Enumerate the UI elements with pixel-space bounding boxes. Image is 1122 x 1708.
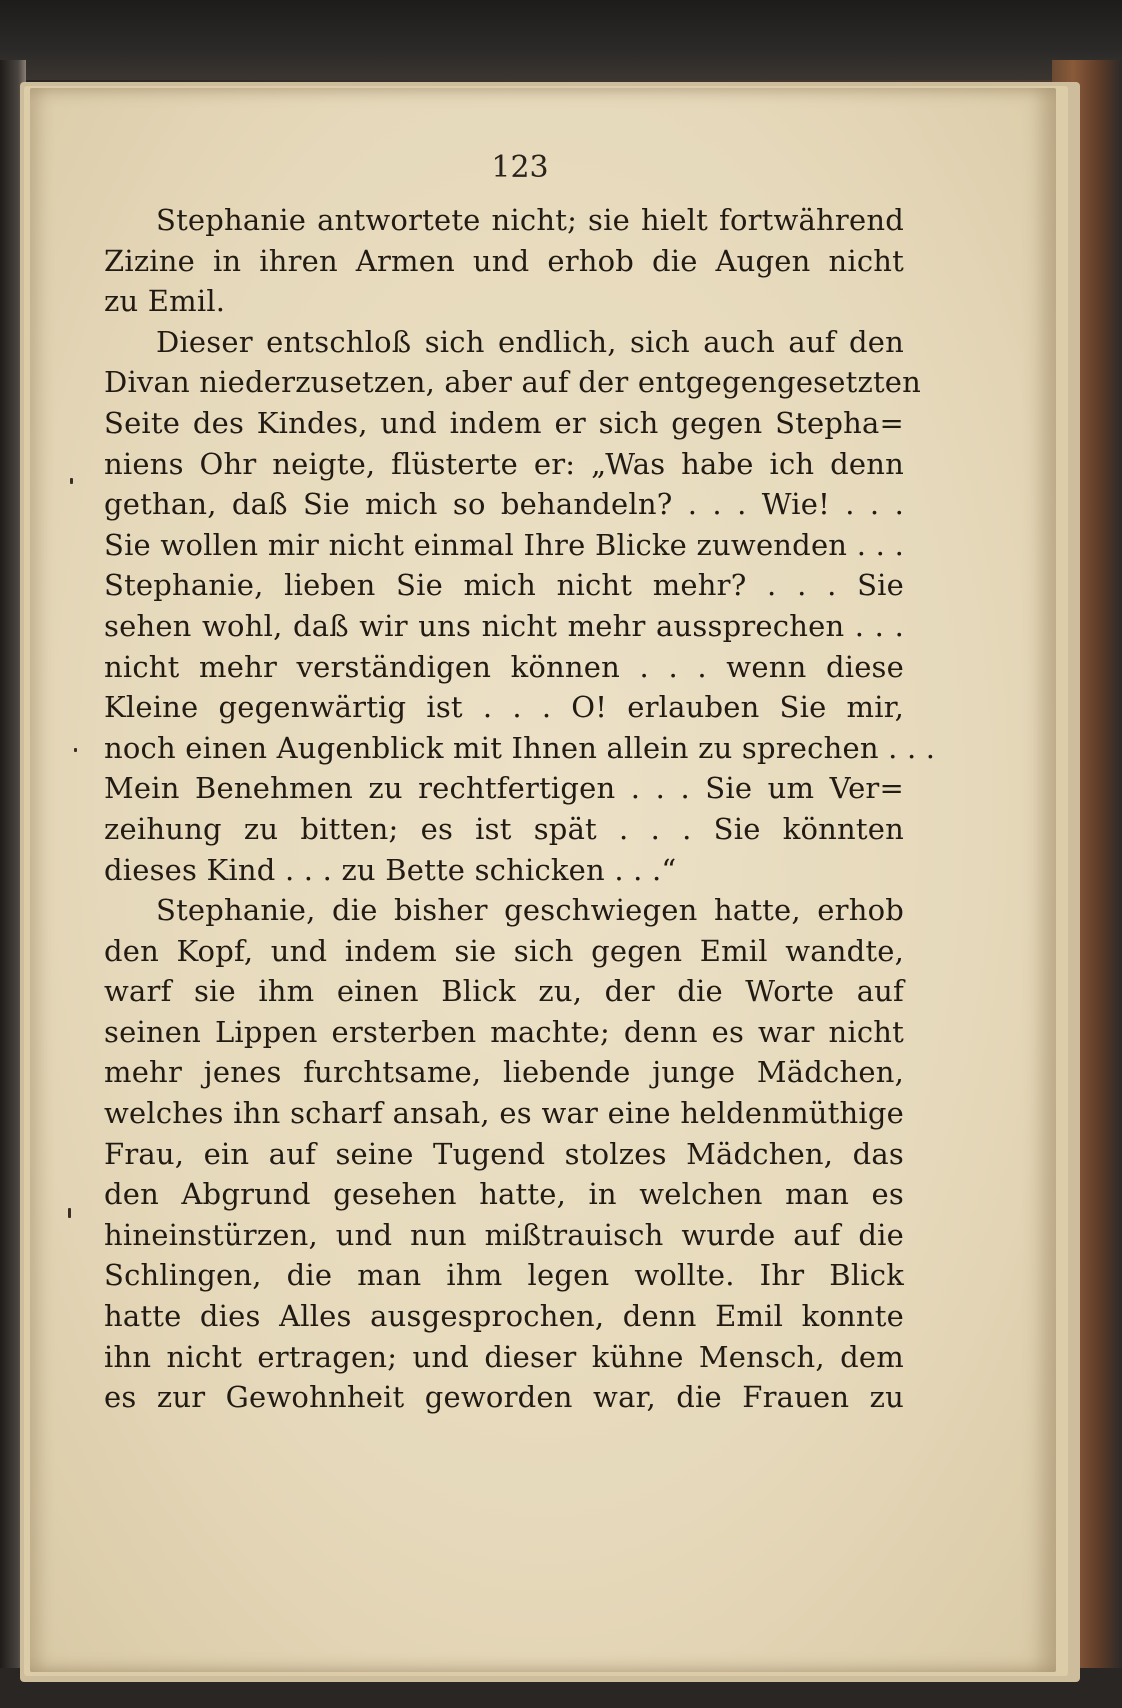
body-text <box>104 200 936 1418</box>
text-line: warf sie ihm einen Blick zu, der die Worte auf <box>104 974 904 1009</box>
text-line: hineinstürzen, und nun mißtrauisch wurde auf die <box>104 1217 904 1252</box>
text-line: hatte dies Alles ausgesprochen, denn Emil konnte <box>104 1299 904 1334</box>
text-line: noch einen Augenblick mit Ihnen allein zu sprechen . . . <box>104 730 936 765</box>
text-line: mehr jenes furchtsame, liebende junge Mädchen, <box>104 1055 904 1090</box>
text-line: Stephanie, lieben Sie mich nicht mehr? . . . Sie <box>104 568 904 603</box>
cover-top-edge <box>0 0 1122 80</box>
text-line: Seite des Kindes, und indem er sich gegen Stepha= <box>104 405 904 440</box>
text-line: gethan, daß Sie mich so behandeln? . . . Wie! . . . <box>104 487 904 522</box>
text-line: Sie wollen mir nicht einmal Ihre Blicke zuwenden . . . <box>104 527 904 562</box>
text-line: zu Emil. <box>104 284 226 319</box>
text-line: den Abgrund gesehen hatte, in welchen man es <box>104 1177 904 1212</box>
paper-speck <box>70 478 73 484</box>
text-line: Dieser entschloß sich endlich, sich auch auf den <box>156 324 904 359</box>
text-line: Schlingen, die man ihm legen wollte. Ihr Blick <box>104 1258 904 1293</box>
text-line: Frau, ein auf seine Tugend stolzes Mädchen, das <box>104 1136 904 1171</box>
text-line: es zur Gewohnheit geworden war, die Frauen zu <box>104 1380 904 1415</box>
text-line: seinen Lippen ersterben machte; denn es war nicht <box>104 1014 904 1049</box>
text-line: zeihung zu bitten; es ist spät . . . Sie könnten <box>104 811 904 846</box>
paper-speck <box>74 748 77 752</box>
text-line: Zizine in ihren Armen und erhob die Augen nicht <box>104 243 904 278</box>
text-line: sehen wohl, daß wir uns nicht mehr aussprechen . . . <box>104 608 904 643</box>
text-line: Mein Benehmen zu rechtfertigen . . . Sie um Ver= <box>104 771 904 806</box>
text-line: Stephanie, die bisher geschwiegen hatte, erhob <box>156 893 904 928</box>
text-line: niens Ohr neigte, flüsterte er: „Was habe ich denn <box>104 446 904 481</box>
text-line: Kleine gegenwärtig ist . . . O! erlauben Sie mir, <box>104 690 904 725</box>
text-line: nicht mehr verständigen können . . . wenn diese <box>104 649 904 684</box>
text-line: den Kopf, und indem sie sich gegen Emil wandte, <box>104 933 904 968</box>
text-line: Divan niederzusetzen, aber auf der entgegengesetzten <box>104 365 922 400</box>
book-page <box>30 88 1056 1672</box>
text-line: dieses Kind . . . zu Bette schicken . . .“ <box>104 852 677 887</box>
text-line: ihn nicht ertragen; und dieser kühne Mensch, dem <box>104 1339 904 1374</box>
page-number: 123 <box>491 150 549 185</box>
text-line: Stephanie antwortete nicht; sie hielt fortwährend <box>156 203 904 237</box>
text-line: welches ihn scharf ansah, es war eine heldenmüthige <box>104 1096 904 1131</box>
paper-speck <box>68 1208 71 1218</box>
